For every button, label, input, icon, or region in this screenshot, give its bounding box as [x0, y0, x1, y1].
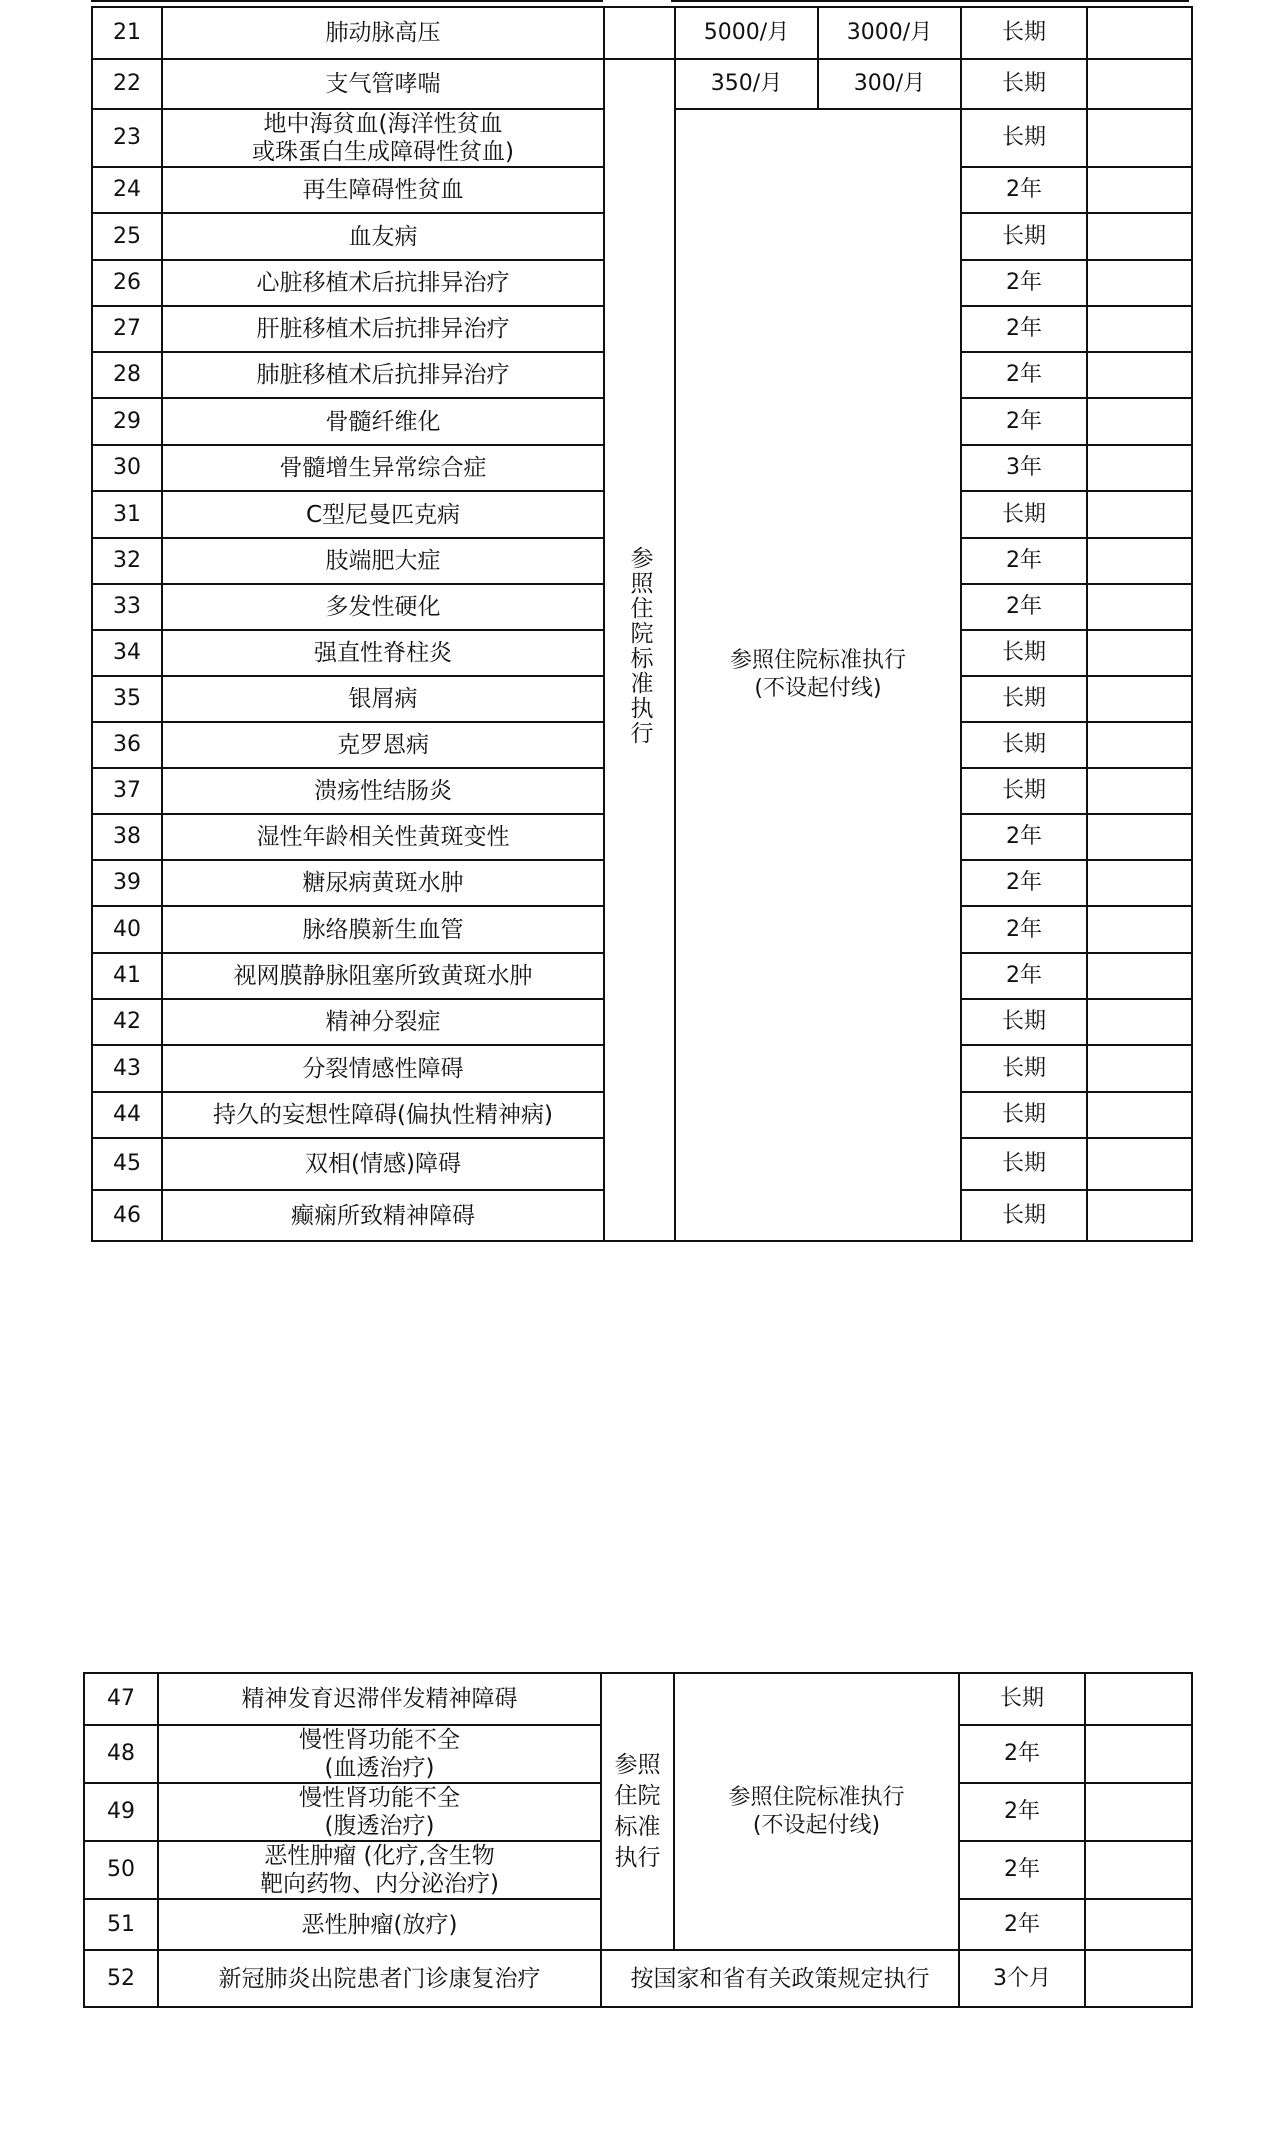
disease-name — [162, 1190, 604, 1241]
period-text: 3个月 — [993, 1965, 1051, 1991]
period-text: 长期 — [1001, 125, 1046, 150]
period-text: 2年 — [1004, 1799, 1040, 1824]
cell-text-line: 糖尿病黄斑水肿 — [302, 870, 464, 896]
row-number — [92, 445, 162, 491]
period-text: 2年 — [1006, 408, 1042, 434]
row-number — [84, 1950, 158, 2007]
row-number — [92, 59, 162, 109]
disease-name — [162, 59, 604, 109]
cell-text-line: (不设起付线) — [754, 676, 882, 701]
cell-text-line: 恶性肿瘤(放疗) — [301, 1911, 458, 1938]
row-number-text: 50 — [107, 1857, 135, 1882]
disease-name — [162, 1045, 604, 1092]
row-number-text: 37 — [113, 778, 141, 803]
period-text: 2年 — [1006, 362, 1042, 387]
blank-cell — [1087, 906, 1192, 953]
disease-name — [158, 1899, 601, 1950]
row-number — [92, 306, 162, 352]
disease-name — [162, 676, 604, 722]
cell-text-line: 克罗恩病 — [337, 732, 429, 758]
row-number — [92, 953, 162, 999]
blank-cell — [1087, 630, 1192, 676]
period — [961, 906, 1087, 953]
row-number-text: 34 — [113, 640, 141, 665]
period — [961, 1092, 1087, 1138]
blank-cell — [1087, 167, 1192, 213]
disease-name — [158, 1950, 601, 2007]
row-number — [92, 676, 162, 722]
period — [959, 1673, 1085, 1725]
cell-text-line: (不设起付线) — [752, 1812, 881, 1838]
row-number — [92, 768, 162, 814]
period — [961, 59, 1087, 109]
limit-a — [675, 59, 818, 109]
disease-name — [162, 906, 604, 953]
row-number-text: 42 — [113, 1009, 141, 1034]
period-text: 2年 — [1006, 870, 1042, 895]
disease-name — [162, 7, 604, 59]
period-text: 长期 — [1001, 20, 1046, 45]
period — [961, 1045, 1087, 1092]
row-number-text: 22 — [113, 71, 141, 96]
row-number-text: 32 — [113, 548, 141, 573]
row-number-text: 45 — [113, 1151, 141, 1176]
blank-cell — [1087, 1138, 1192, 1190]
limit-b-text: 300/月 — [853, 71, 926, 96]
period — [961, 584, 1087, 630]
period-text: 长期 — [1001, 223, 1046, 249]
row-number-text: 30 — [113, 455, 141, 480]
period — [961, 953, 1087, 999]
cell-text-line: 新冠肺炎出院患者门诊康复治疗 — [218, 1965, 541, 1992]
table-row — [92, 7, 1192, 59]
period-text: 长期 — [1001, 778, 1046, 803]
blank-cell — [1087, 584, 1192, 630]
row-number — [92, 1138, 162, 1190]
row-number-text: 44 — [113, 1102, 141, 1127]
blank-cell — [1087, 860, 1192, 906]
cell-text-line: 精神发育迟滞伴发精神障碍 — [241, 1686, 518, 1712]
policy-text: 按国家和省有关政策规定执行 — [630, 1965, 930, 1992]
merged-standard-cell — [674, 1673, 959, 1950]
blank-cell — [1087, 768, 1192, 814]
period-text: 3年 — [1006, 455, 1042, 480]
period-text: 长期 — [1001, 1202, 1046, 1228]
row-number-text: 49 — [107, 1799, 135, 1824]
row-number-text: 31 — [113, 501, 141, 527]
merged-standard-cell — [675, 109, 961, 1241]
disease-name — [162, 352, 604, 398]
blank-cell — [1087, 109, 1192, 167]
cell-text-line: 视网膜静脉阻塞所致黄斑水肿 — [233, 963, 533, 989]
disease-name — [162, 306, 604, 352]
blank-cell — [1087, 260, 1192, 306]
row-number — [92, 7, 162, 59]
period — [959, 1841, 1085, 1899]
cell-text-line: 肺脏移植术后抗排异治疗 — [256, 362, 510, 388]
cell-text-line: 血友病 — [348, 223, 418, 250]
row-number-text: 51 — [107, 1911, 135, 1937]
period-text: 长期 — [1001, 1102, 1046, 1127]
row-number-text: 29 — [113, 408, 141, 434]
cell-text-line: 参照住院标准执行 — [728, 1784, 905, 1810]
cell-text-line: 双相(情感)障碍 — [305, 1151, 461, 1177]
period-text: 2年 — [1004, 1911, 1040, 1937]
cell-text-line: 骨髓纤维化 — [325, 408, 441, 435]
policy-cell — [601, 1950, 959, 2007]
limit-a — [675, 7, 818, 59]
cell-text-line: 溃疡性结肠炎 — [314, 778, 452, 804]
period-text: 长期 — [1001, 1055, 1046, 1081]
limit-b — [818, 7, 961, 59]
cell-text-line: 支气管哮喘 — [325, 71, 441, 97]
disease-name — [162, 1092, 604, 1138]
blank-cell — [1087, 59, 1192, 109]
row-number-text: 39 — [113, 870, 141, 895]
disease-name — [162, 109, 604, 167]
disease-name — [158, 1725, 601, 1783]
row-number-text: 36 — [113, 732, 141, 757]
period-text: 2年 — [1006, 270, 1042, 295]
row-number — [92, 1045, 162, 1092]
blank-cell — [1085, 1673, 1192, 1725]
blank-cell — [1085, 1841, 1192, 1899]
blank-cell — [1087, 953, 1192, 999]
cell-text-line: 精神分裂症 — [325, 1009, 441, 1035]
period — [961, 213, 1087, 260]
blank-cell — [1087, 1092, 1192, 1138]
disease-name — [162, 398, 604, 445]
disease-name — [162, 814, 604, 860]
disease-name — [162, 167, 604, 213]
table-row — [84, 1673, 1192, 1725]
period-text: 长期 — [1001, 732, 1046, 757]
row-number-text: 23 — [113, 125, 141, 150]
period — [959, 1783, 1085, 1841]
blank-cell — [1087, 999, 1192, 1045]
disease-name — [162, 584, 604, 630]
cell-text-line: 肝脏移植术后抗排异治疗 — [256, 316, 510, 342]
row-number — [92, 906, 162, 953]
disease-name — [162, 445, 604, 491]
disease-name — [162, 260, 604, 306]
cell-text-line: 心脏移植术后抗排异治疗 — [256, 270, 510, 296]
period-text: 2年 — [1006, 916, 1042, 942]
period-text: 长期 — [1001, 1151, 1046, 1176]
period — [961, 306, 1087, 352]
cell-text-line: 肺动脉高压 — [325, 20, 441, 46]
blank-cell — [1087, 306, 1192, 352]
blank-cell — [1087, 722, 1192, 768]
blank-cell — [1087, 7, 1192, 59]
period-text: 2年 — [1006, 824, 1042, 849]
cell-text-line: 再生障碍性贫血 — [302, 177, 464, 203]
period — [961, 722, 1087, 768]
disease-name — [158, 1673, 601, 1725]
period — [961, 109, 1087, 167]
disease-name — [162, 1138, 604, 1190]
cell-text-line: 银屑病 — [348, 686, 418, 712]
top-border-right — [671, 0, 1189, 2]
row-number-text: 25 — [113, 223, 141, 249]
period — [961, 167, 1087, 213]
cell-text-line: 湿性年龄相关性黄斑变性 — [256, 824, 510, 850]
row-number — [92, 630, 162, 676]
period — [959, 1899, 1085, 1950]
cell-text-line: 癫痫所致精神障碍 — [291, 1202, 475, 1229]
row-number — [92, 109, 162, 167]
period-text: 长期 — [999, 1686, 1044, 1711]
row-number — [92, 213, 162, 260]
period-text: 2年 — [1006, 548, 1042, 573]
period — [961, 445, 1087, 491]
period — [961, 260, 1087, 306]
blank-cell — [1085, 1783, 1192, 1841]
blank-cell — [1085, 1899, 1192, 1950]
disease-name — [162, 953, 604, 999]
row-number — [92, 491, 162, 538]
row-number — [92, 260, 162, 306]
blank-cell — [1087, 491, 1192, 538]
blank-cell — [1087, 352, 1192, 398]
disease-name — [158, 1841, 601, 1899]
row-number — [84, 1841, 158, 1899]
disease-name — [162, 860, 604, 906]
blank-cell — [604, 7, 675, 59]
blank-cell — [1087, 213, 1192, 260]
blank-cell — [1085, 1950, 1192, 2007]
period-text: 长期 — [1001, 1009, 1046, 1034]
row-number — [92, 584, 162, 630]
period — [961, 7, 1087, 59]
period — [961, 768, 1087, 814]
row-number — [92, 1190, 162, 1241]
cell-text-line: 肢端肥大症 — [325, 548, 441, 574]
cell-text-line: 慢性肾功能不全 — [299, 1785, 460, 1811]
disease-name — [158, 1783, 601, 1841]
cell-text-line: 骨髓增生异常综合症 — [279, 455, 487, 481]
row-number-text: 26 — [113, 270, 141, 295]
cell-text-line: 或珠蛋白生成障碍性贫血) — [252, 139, 514, 165]
row-number-text: 24 — [113, 177, 141, 202]
stacked-standard-label — [601, 1673, 674, 1950]
blank-cell — [1087, 538, 1192, 584]
row-number-text: 43 — [113, 1055, 141, 1081]
row-number — [92, 814, 162, 860]
period-text: 长期 — [1001, 71, 1046, 96]
disease-name — [162, 213, 604, 260]
cell-text-line: 恶性肿瘤 (化疗,含生物 — [264, 1843, 495, 1869]
row-number-text: 52 — [107, 1965, 135, 1991]
vertical-label-text: 参照住院标准执行 — [626, 546, 653, 746]
disease-name — [162, 999, 604, 1045]
row-number-text: 27 — [113, 316, 141, 341]
disease-name — [162, 722, 604, 768]
blank-cell — [1087, 676, 1192, 722]
table-row — [92, 59, 1192, 109]
cell-text-line: 持久的妄想性障碍(偏执性精神病) — [213, 1102, 553, 1128]
row-number-text: 28 — [113, 362, 141, 387]
row-number — [84, 1899, 158, 1950]
row-number — [92, 538, 162, 584]
period — [961, 1138, 1087, 1190]
row-number — [84, 1673, 158, 1725]
cell-text-line: 慢性肾功能不全 — [299, 1727, 460, 1753]
row-number-text: 46 — [113, 1202, 141, 1228]
period — [961, 676, 1087, 722]
blank-cell — [1087, 1190, 1192, 1241]
row-number-text: 48 — [107, 1741, 135, 1766]
period — [961, 999, 1087, 1045]
period-text: 长期 — [1001, 501, 1046, 527]
period-text: 2年 — [1006, 963, 1042, 988]
period — [961, 398, 1087, 445]
blank-cell — [1087, 1045, 1192, 1092]
cell-text-line: 靶向药物、内分泌治疗) — [260, 1871, 499, 1897]
cell-text-line: 参照住院标准执行 — [729, 648, 906, 673]
blank-cell — [1087, 398, 1192, 445]
limit-a-text: 350/月 — [710, 71, 783, 96]
period — [961, 538, 1087, 584]
top-border-left — [91, 0, 603, 2]
blank-cell — [1087, 814, 1192, 860]
period — [959, 1725, 1085, 1783]
row-number — [92, 398, 162, 445]
period — [961, 860, 1087, 906]
row-number-text: 41 — [113, 963, 141, 988]
table-row — [84, 1950, 1192, 2007]
cell-text-line: C型尼曼匹克病 — [305, 501, 461, 528]
disease-name — [162, 630, 604, 676]
period-text: 2年 — [1006, 177, 1042, 202]
disease-name — [162, 538, 604, 584]
row-number-text: 47 — [107, 1686, 135, 1711]
row-number-text: 21 — [113, 20, 141, 45]
stacked-label-text: 参照住院标准执行 — [614, 1751, 661, 1871]
blank-cell — [1085, 1725, 1192, 1783]
period-text: 2年 — [1006, 594, 1042, 619]
period — [961, 491, 1087, 538]
row-number — [84, 1783, 158, 1841]
row-number — [92, 1092, 162, 1138]
cell-text-line: (血透治疗) — [324, 1755, 435, 1781]
row-number — [92, 352, 162, 398]
period — [961, 1190, 1087, 1241]
disease-table-part2 — [83, 1672, 1193, 2008]
vertical-standard-label — [604, 59, 675, 1241]
period — [961, 814, 1087, 860]
row-number-text: 38 — [113, 824, 141, 849]
cell-text-line: 强直性脊柱炎 — [314, 640, 452, 666]
disease-name — [162, 768, 604, 814]
cell-text-line: 分裂情感性障碍 — [302, 1055, 464, 1082]
cell-text-line: 多发性硬化 — [325, 594, 441, 620]
period — [961, 630, 1087, 676]
limit-b — [818, 59, 961, 109]
row-number — [92, 167, 162, 213]
disease-table-part1 — [91, 6, 1193, 1242]
row-number-text: 33 — [113, 594, 141, 619]
disease-name — [162, 491, 604, 538]
period-text: 2年 — [1006, 316, 1042, 341]
row-number — [84, 1725, 158, 1783]
limit-b-text: 3000/月 — [846, 20, 933, 45]
row-number — [92, 999, 162, 1045]
cell-text-line: 地中海贫血(海洋性贫血 — [263, 111, 503, 137]
row-number — [92, 722, 162, 768]
cell-text-line: (腹透治疗) — [324, 1813, 435, 1839]
limit-a-text: 5000/月 — [703, 20, 790, 45]
period — [959, 1950, 1085, 2007]
period-text: 长期 — [1001, 686, 1046, 711]
period-text: 2年 — [1004, 1741, 1040, 1766]
row-number-text: 40 — [113, 916, 141, 942]
row-number-text: 35 — [113, 686, 141, 711]
blank-cell — [1087, 445, 1192, 491]
period-text: 长期 — [1001, 640, 1046, 665]
row-number — [92, 860, 162, 906]
period — [961, 352, 1087, 398]
period-text: 2年 — [1004, 1857, 1040, 1882]
cell-text-line: 脉络膜新生血管 — [302, 916, 464, 943]
